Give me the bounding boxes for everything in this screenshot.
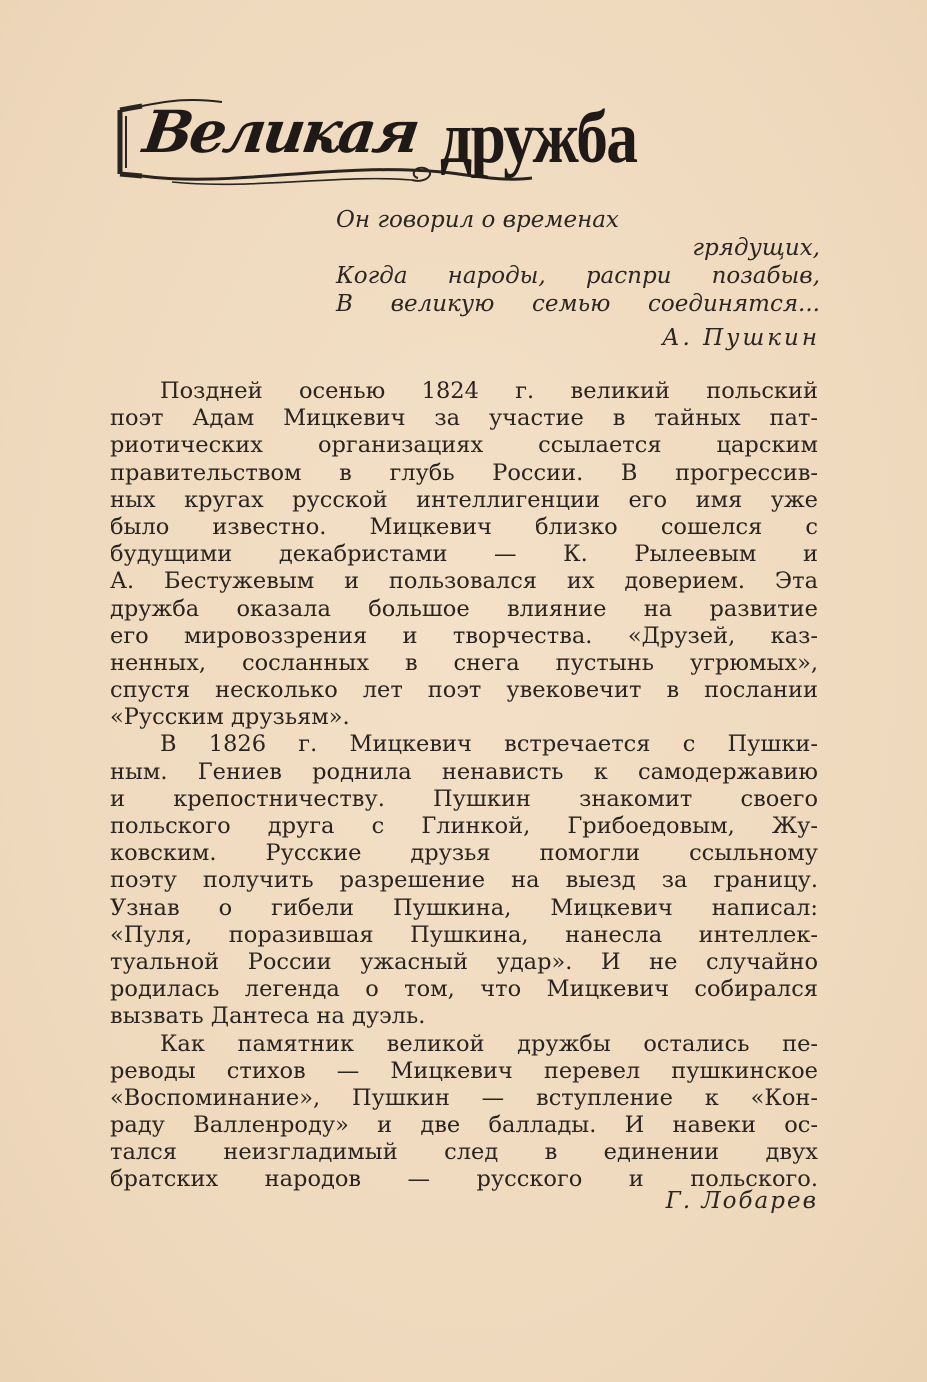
body-line: ным. Гениев роднила ненависть к самодержавию — [110, 758, 818, 785]
body-line: В 1826 г. Мицкевич встречается с Пушки- — [160, 731, 818, 758]
article-title — [112, 92, 672, 192]
body-line: спустя несколько лет поэт увековечит в послании — [110, 677, 818, 704]
body-line: ковским. Русские друзья помогли ссыльному — [110, 840, 818, 867]
body-line: братских народов — русского и польского. — [110, 1166, 818, 1193]
body-line: вызвать Дантеса на дуэль. — [110, 1003, 426, 1030]
body-line: «Воспоминание», Пушкин — вступление к «Кон- — [110, 1084, 818, 1111]
body-line: польского друга с Глинкой, Грибоедовым, Жу- — [110, 813, 818, 839]
epigraph-line: В великую семью соединятся... — [336, 291, 820, 317]
body-line: реводы стихов — Мицкевич перевел пушкинское — [110, 1057, 818, 1084]
body-line: поэту получить разрешение на выезд за границу. — [110, 867, 818, 894]
title-bold-word: дружба — [440, 97, 637, 179]
body-line: ненных, сосланных в снега пустынь угрюмых», — [110, 649, 818, 676]
body-line: раду Валленроду» и две баллады. И навеки ос- — [110, 1112, 818, 1139]
article-body — [110, 378, 818, 1194]
body-line: А. Бестужевым и пользовался их доверием. Эта — [110, 568, 818, 595]
body-line: дружба оказала большое влияние на развитие — [110, 595, 818, 622]
body-line: ных кругах русской интеллигенции его имя уже — [110, 486, 818, 513]
body-line: Узнав о гибели Пушкина, Мицкевич написал: — [110, 894, 818, 921]
body-line: правительством в глубь России. В прогрессив- — [110, 459, 818, 486]
body-line: поэт Адам Мицкевич за участие в тайных пат- — [110, 405, 818, 432]
body-line: «Русским друзьям». — [110, 704, 350, 731]
body-line: Поздней осенью 1824 г. великий польский — [160, 378, 818, 404]
author-signature: Г. Лобарев — [665, 1188, 818, 1214]
body-line: будущими декабристами — К. Рылеевым и — [110, 541, 818, 568]
epigraph-author: А. Пушкин — [662, 325, 820, 351]
title-script-word: Великая — [139, 98, 422, 166]
body-line: его мировоззрения и творчества. «Друзей, каз- — [110, 622, 818, 649]
body-line: было известно. Мицкевич близко сошелся с — [110, 513, 818, 540]
body-line: риотических организациях ссылается царским — [110, 432, 818, 459]
epigraph-line: Когда народы, распри позабыв, — [336, 263, 820, 289]
epigraph-line: Он говорил о временах — [336, 207, 619, 233]
body-line: «Пуля, поразившая Пушкина, нанесла интеллек- — [110, 921, 818, 948]
body-line: Как памятник великой дружбы остались пе- — [160, 1030, 818, 1057]
body-line: и крепостничеству. Пушкин знакомит своего — [110, 785, 818, 812]
body-line: туальной России ужасный удар». И не случайно — [110, 948, 818, 975]
body-line: родилась легенда о том, что Мицкевич собирался — [110, 976, 818, 1003]
epigraph-line: грядущих, — [692, 235, 820, 261]
body-line: тался неизгладимый след в единении двух — [110, 1139, 818, 1166]
